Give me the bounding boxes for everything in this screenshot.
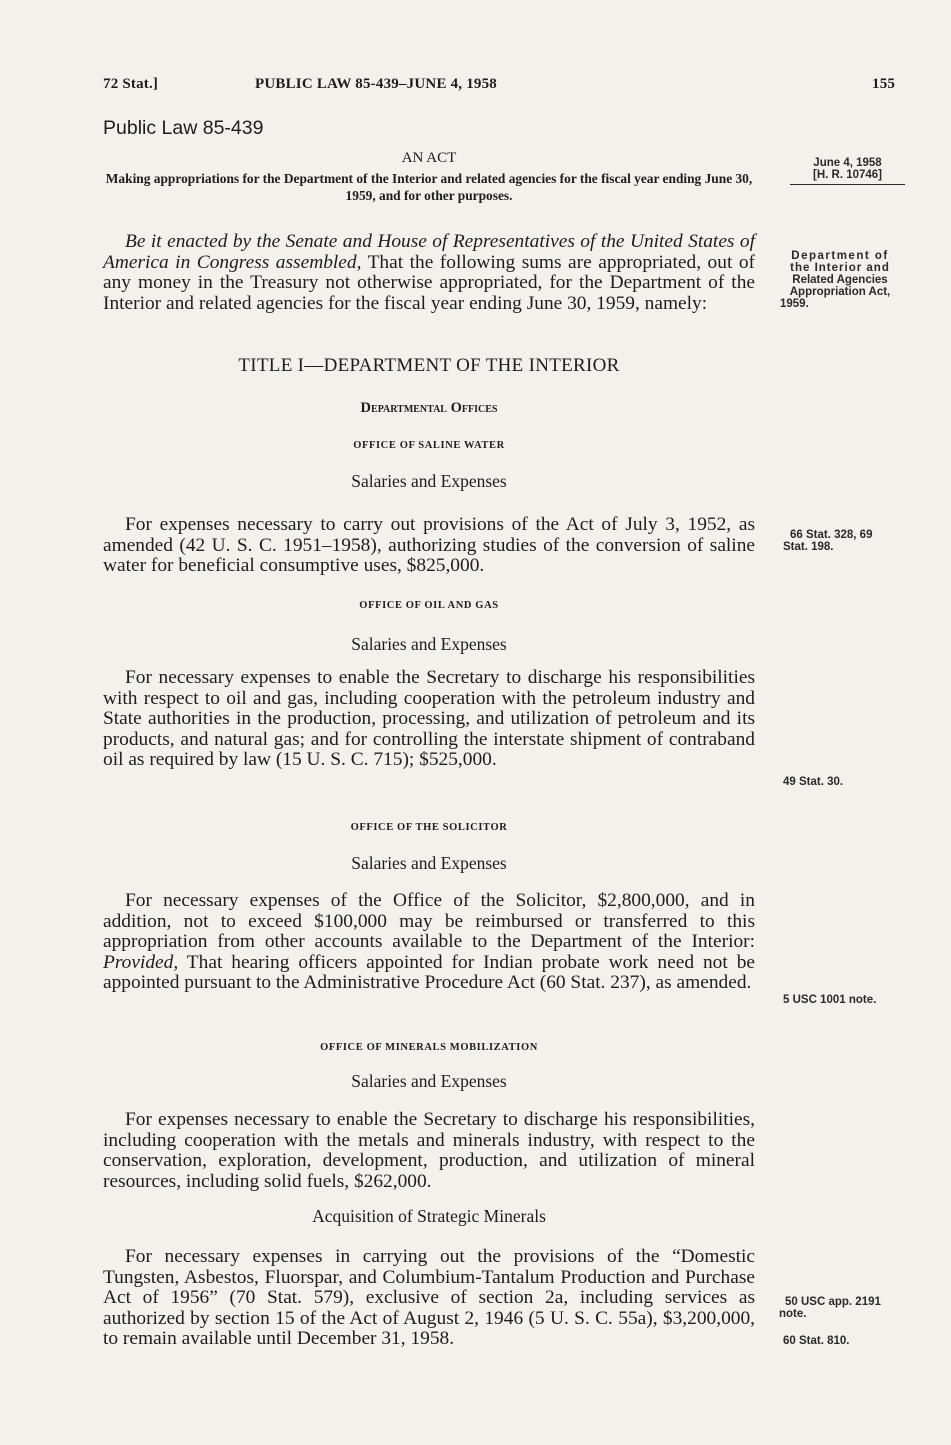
enacting-clause-text: That the following sums are appropriated, out of any money in the Treasury not otherwise appropriated, for the Department of the Interior and related agencies for the fiscal year ending June 30, 1959, namely: (103, 251, 755, 314)
margin-usc-50-line-2: note. (779, 1308, 807, 1320)
enacting-clause (103, 232, 755, 314)
strategic-text: For necessary expenses in carrying out the provisions of the “Domestic Tungsten, Asbestos, Fluorspar, and Columbium-Tantalum Production and Purchase Act of 1956” (70 Stat. 579), exclusive of section 2a, including services as authorized by section 15 of the Act of August 2, 1946 (5 U. S. C. 55a), $3,200,000, to remain available until December 31, 1958. (103, 1246, 755, 1350)
page-number: 155 (872, 76, 896, 92)
running-title: PUBLIC LAW 85-439–JUNE 4, 1958 (255, 76, 497, 92)
minerals-text: For expenses necessary to enable the Secretary to discharge his responsibilities, including cooperation with the metals and minerals industry, with respect to the conservation, exploration, development, production, and utilization of mineral resources, including solid fuels, $262,000. (103, 1109, 755, 1192)
margin-act-line-3: Related Agencies (792, 274, 888, 286)
margin-act-name (775, 250, 905, 310)
saline-text: For expenses necessary to carry out provisions of the Act of July 3, 1952, as amended (42 U. S. C. 1951–1958), authorizing studies of the conversion of saline water for beneficial consumptive uses, $825,000. (103, 514, 755, 577)
act-label: AN ACT (401, 150, 457, 166)
minerals-salaries-heading: Salaries and Expenses (351, 1071, 507, 1091)
margin-usc-5: 5 USC 1001 note. (783, 994, 877, 1006)
oilgas-text: For necessary expenses to enable the Secretary to discharge his responsibilities with respect to oil and gas, including cooperation with the petroleum industry and State authorities in the production, processing, and utilization of petroleum and its products, and natural gas; and for controlling the interstate shipment of contraband oil as required by law (15 U. S. C. 715); $525,000. (103, 667, 755, 771)
margin-act-line-5: 1959. (780, 298, 809, 310)
margin-stat-66 (783, 529, 910, 553)
office-solicitor-heading: OFFICE OF THE SOLICITOR (350, 822, 508, 833)
office-saline-water-heading: OFFICE OF SALINE WATER (353, 440, 505, 451)
minerals-paragraph (103, 1110, 755, 1192)
margin-stat-66-line-2: Stat. 198. (783, 541, 834, 553)
oilgas-paragraph (103, 668, 755, 771)
margin-divider (790, 184, 905, 185)
solicitor-provided: Provided, (103, 951, 179, 973)
saline-salaries-heading: Salaries and Expenses (351, 471, 507, 491)
margin-stat-49: 49 Stat. 30. (783, 776, 844, 788)
margin-act-line-1: Department of (791, 250, 889, 262)
solicitor-salaries-heading: Salaries and Expenses (351, 853, 507, 873)
margin-act-line-4: Appropriation Act, (789, 286, 891, 298)
solicitor-text-a: For necessary expenses of the Office of the Solicitor, $2,800,000, and in addition, not to exceed $100,000 may be reimbursed or transferred to this appropriation from other accounts available to the Department of the Interior: (103, 890, 755, 953)
act-description: Making appropriations for the Department of the Interior and related agencies for the fiscal year ending June 30, 1959, and for other purposes. (105, 171, 753, 203)
volume-citation: 72 Stat.] (103, 76, 159, 92)
margin-stat-60: 60 Stat. 810. (783, 1335, 850, 1347)
margin-bill-number: [H. R. 10746] (812, 169, 883, 181)
margin-date: June 4, 1958 (813, 157, 882, 169)
saline-paragraph (103, 515, 755, 577)
departmental-offices-heading: Departmental Offices (360, 400, 498, 416)
oilgas-salaries-heading: Salaries and Expenses (351, 634, 507, 654)
margin-date-note (790, 157, 905, 181)
margin-stat-66-line-1: 66 Stat. 328, 69 (790, 529, 873, 541)
office-oil-gas-heading: OFFICE OF OIL AND GAS (359, 600, 499, 611)
strategic-minerals-heading: Acquisition of Strategic Minerals (312, 1206, 546, 1226)
strategic-paragraph (103, 1247, 755, 1350)
margin-usc-50-line-1: 50 USC app. 2191 (785, 1296, 881, 1308)
solicitor-text-b: That hearing officers appointed for Indian probate work need not be appointed pursuant to the Administrative Procedure Act (60 Stat. 237), as amended. (103, 951, 755, 994)
office-minerals-heading: OFFICE OF MINERALS MOBILIZATION (320, 1042, 538, 1053)
margin-act-line-2: the Interior and (790, 262, 890, 274)
law-number: Public Law 85-439 (103, 117, 264, 139)
enacting-clause-italic: Be it enacted by the Senate and House of Representatives of the United States of America in Congress assembled, (103, 231, 755, 273)
margin-usc-50 (779, 1296, 910, 1320)
solicitor-paragraph (103, 891, 755, 994)
title-heading: TITLE I—DEPARTMENT OF THE INTERIOR (238, 355, 620, 376)
